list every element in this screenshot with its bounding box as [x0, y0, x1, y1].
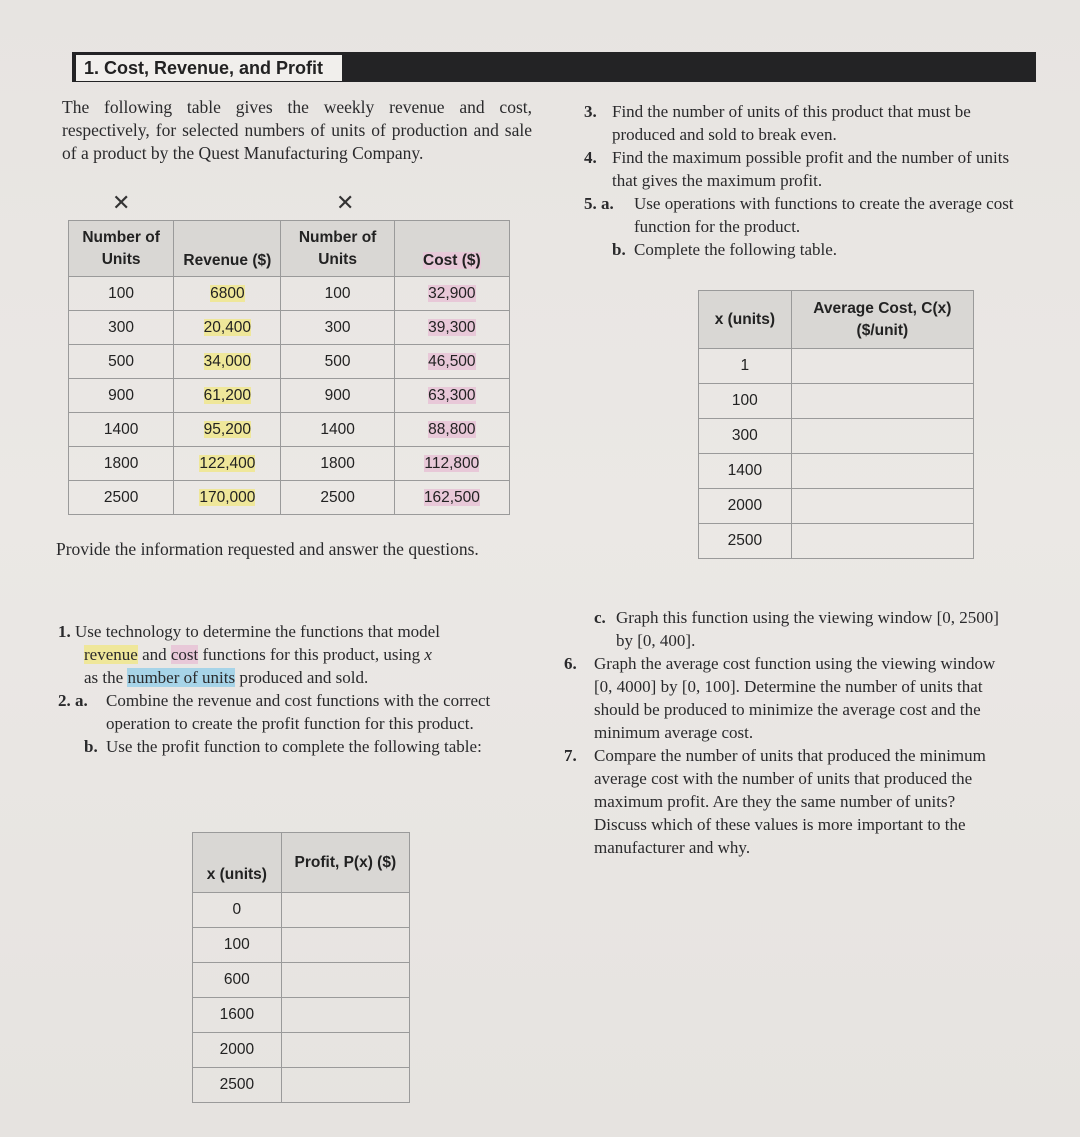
table-row [69, 311, 510, 345]
revenue-cell: 6800 [174, 277, 281, 311]
units-cell: 1800 [69, 447, 174, 481]
answer-blank-cell[interactable] [281, 963, 409, 998]
revenue-cell: 122,400 [174, 447, 281, 481]
header-cost [394, 221, 509, 277]
x-value-cell: 2000 [193, 1033, 282, 1068]
cost-cell: 39,300 [394, 311, 509, 345]
answer-blank-cell[interactable] [281, 893, 409, 928]
handwritten-x-mark: ✕ [336, 190, 355, 215]
units-cell: 300 [69, 311, 174, 345]
highlight-cost: cost [170, 645, 199, 664]
table-row [699, 419, 974, 454]
x-value-cell: 1 [699, 349, 792, 384]
table-row [699, 524, 974, 559]
table-row [699, 349, 974, 384]
revenue-cost-rows [69, 277, 510, 515]
table-row [69, 345, 510, 379]
revenue-cell: 95,200 [174, 413, 281, 447]
table-row [69, 447, 510, 481]
revenue-cell: 34,000 [174, 345, 281, 379]
header-units-1: Number of Units [69, 221, 174, 277]
revenue-cell: 20,400 [174, 311, 281, 345]
answer-blank-cell[interactable] [791, 419, 973, 454]
answer-blank-cell[interactable] [791, 524, 973, 559]
answer-blank-cell[interactable] [791, 489, 973, 524]
table-row [69, 379, 510, 413]
question-1: 1. Use technology to determine the functions that model revenue and cost functions for this product, using x as the number of units produced and sold. [58, 622, 440, 687]
x-value-cell: 1600 [193, 998, 282, 1033]
average-cost-table [698, 290, 974, 559]
table-row [69, 413, 510, 447]
profit-header-p: Profit, P(x) ($) [281, 833, 409, 893]
x-value-cell: 2500 [193, 1068, 282, 1103]
right-questions-top [584, 100, 1036, 261]
units-cell: 1400 [69, 413, 174, 447]
table-row [193, 928, 410, 963]
table-row [699, 489, 974, 524]
answer-blank-cell[interactable] [281, 1068, 409, 1103]
x-value-cell: 2500 [699, 524, 792, 559]
x-value-cell: 100 [193, 928, 282, 963]
question-5a: 5. a. Use operations with functions to create the average cost function for the product. [584, 194, 1014, 236]
profit-rows [193, 893, 410, 1103]
table-row [193, 1033, 410, 1068]
question-5c: c. Graph this function using the viewing window [0, 2500] by [0, 400]. [594, 608, 999, 650]
x-value-cell: 100 [699, 384, 792, 419]
question-3: 3. Find the number of units of this product that must be produced and sold to break even. [584, 102, 971, 144]
answer-blank-cell[interactable] [281, 1033, 409, 1068]
question-5b: b. Complete the following table. [612, 240, 838, 259]
answer-blank-cell[interactable] [791, 384, 973, 419]
units-cell: 900 [281, 379, 394, 413]
header-revenue: Revenue ($) [174, 221, 281, 277]
x-value-cell: 300 [699, 419, 792, 454]
question-6: 6. Graph the average cost function using the viewing window [0, 4000] by [0, 100]. Determine the number of units that should be produced to minimize the average cost and the minimum average cost. [564, 654, 996, 742]
units-cell: 500 [69, 345, 174, 379]
cost-cell: 32,900 [394, 277, 509, 311]
answer-blank-cell[interactable] [791, 454, 973, 489]
revenue-cost-table [68, 220, 510, 515]
question-7: 7. Compare the number of units that produced the minimum average cost with the number of units that produced the maximum profit. Are they the same number of units? Discuss which of these values is more important to the manufacturer and why. [564, 746, 986, 857]
units-cell: 300 [281, 311, 394, 345]
question-4: 4. Find the maximum possible profit and the number of units that gives the maximum profit. [584, 148, 1010, 190]
units-cell: 2500 [281, 481, 394, 515]
revenue-cell: 61,200 [174, 379, 281, 413]
table-row [69, 277, 510, 311]
units-cell: 900 [69, 379, 174, 413]
table-row [193, 1068, 410, 1103]
question-2a: 2. a. Combine the revenue and cost functions with the correct operation to create the profit function for this product. [58, 691, 491, 733]
cost-cell: 112,800 [394, 447, 509, 481]
revenue-cell: 170,000 [174, 481, 281, 515]
header-units-2: Number of Units [281, 221, 394, 277]
answer-blank-cell[interactable] [281, 928, 409, 963]
units-cell: 1400 [281, 413, 394, 447]
answer-blank-cell[interactable] [281, 998, 409, 1033]
question-2b: b. Use the profit function to complete the following table: [84, 737, 482, 756]
section-title: 1. Cost, Revenue, and Profit [76, 55, 342, 81]
units-cell: 2500 [69, 481, 174, 515]
avg-header-x: x (units) [699, 291, 792, 349]
highlight-revenue: revenue [84, 645, 138, 664]
units-cell: 500 [281, 345, 394, 379]
profit-table [192, 832, 410, 1103]
table-row [193, 893, 410, 928]
handwritten-x-mark: ✕ [112, 190, 131, 215]
x-value-cell: 0 [193, 893, 282, 928]
cost-cell: 46,500 [394, 345, 509, 379]
table-row [699, 454, 974, 489]
cost-cell: 63,300 [394, 379, 509, 413]
avg-header-c: Average Cost, C(x) ($/unit) [791, 291, 973, 349]
right-questions-bottom [564, 606, 1012, 859]
x-value-cell: 600 [193, 963, 282, 998]
left-questions [58, 620, 508, 758]
answer-blank-cell[interactable] [791, 349, 973, 384]
intro-paragraph: The following table gives the weekly revenue and cost, respectively, for selected numbers of units of production and sale of a product by the Quest Manufacturing Company. [62, 97, 532, 163]
units-cell: 1800 [281, 447, 394, 481]
cost-cell: 162,500 [394, 481, 509, 515]
units-cell: 100 [69, 277, 174, 311]
instructions-paragraph: Provide the information requested and answer the questions. [56, 539, 479, 559]
highlight-number-of-units: number of units [127, 668, 236, 687]
x-value-cell: 2000 [699, 489, 792, 524]
table-row [193, 998, 410, 1033]
table-row [699, 384, 974, 419]
table-row [193, 963, 410, 998]
units-cell: 100 [281, 277, 394, 311]
avg-rows [699, 349, 974, 559]
profit-header-x: x (units) [193, 833, 282, 893]
x-value-cell: 1400 [699, 454, 792, 489]
cost-header-highlight: Cost ($) [423, 252, 481, 269]
cost-cell: 88,800 [394, 413, 509, 447]
table-row [69, 481, 510, 515]
